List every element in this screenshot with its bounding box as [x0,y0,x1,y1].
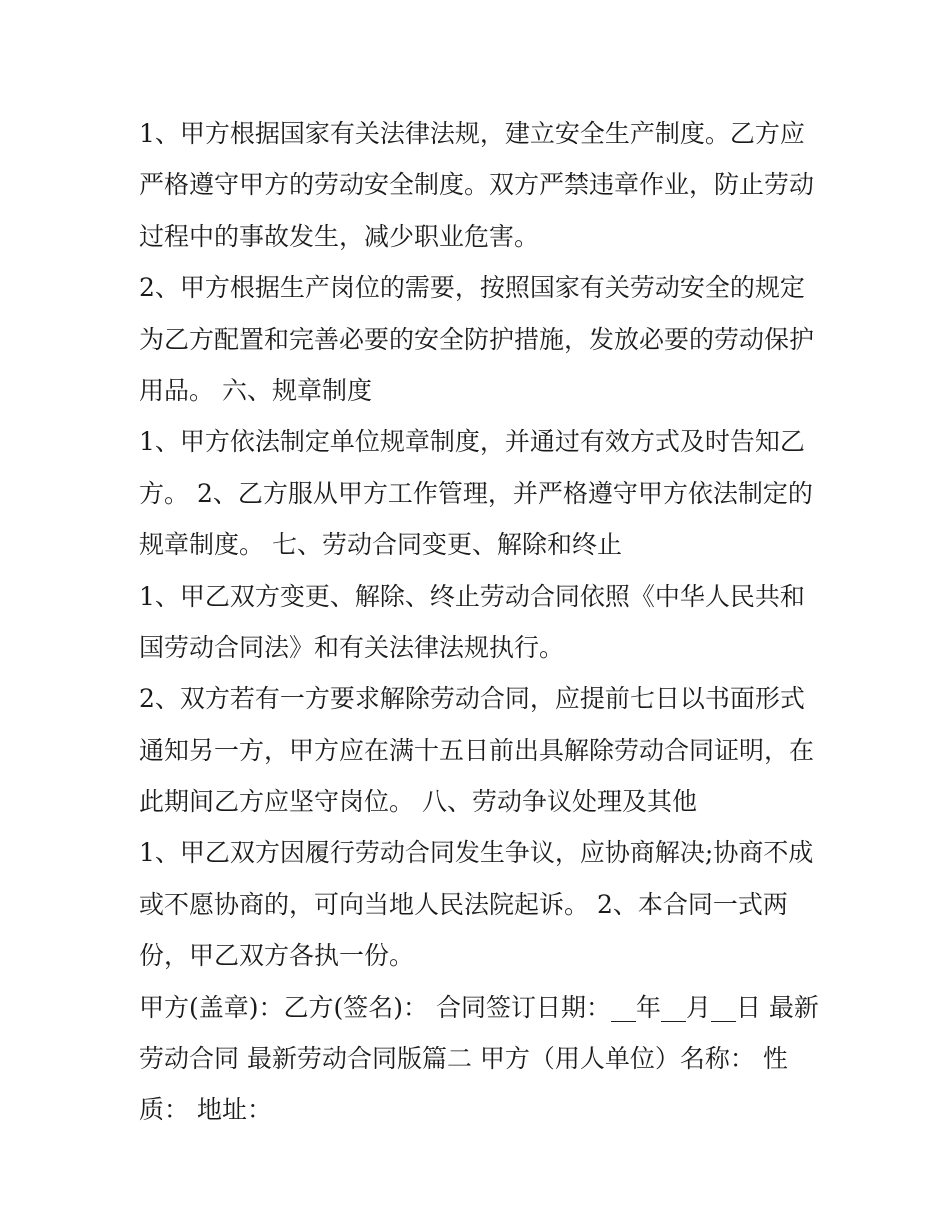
text-line: 1、甲乙双方因履行劳动合同发生争议，应协商解决;协商不成 [139,838,814,868]
text-line: 过程中的事故发生，减少职业危害。 [139,221,540,251]
text-line: 为乙方配置和完善必要的安全防护措施，发放必要的劳动保护 [139,324,815,354]
text-line: 方。 2、乙方服从甲方工作管理，并严格遵守甲方依法制定的 [139,478,813,508]
text-line: 2、甲方根据生产岗位的需要，按照国家有关劳动安全的规定 [139,273,805,303]
text-line: 此期间乙方应坚守岗位。 八、劳动争议处理及其他 [139,787,697,817]
text-line: 用品。 六、规章制度 [139,375,372,405]
text-line: 国劳动合同法》和有关法律法规执行。 [139,632,565,662]
text-line: 1、甲乙双方变更、解除、终止劳动合同依照《中华人民共和 [139,581,805,611]
text-line: 份，甲乙双方各执一份。 [139,941,415,971]
text-line: 或不愿协商的，可向当地人民法院起诉。 2、本合同一式两 [139,889,788,919]
text-line: 严格遵守甲方的劳动安全制度。双方严禁违章作业，防止劳动 [139,170,815,200]
text-line: 通知另一方，甲方应在满十五日前出具解除劳动合同证明，在 [139,735,815,765]
text-line: 质： 地址： [139,1095,272,1125]
text-line: 2、双方若有一方要求解除劳动合同，应提前七日以书面形式 [139,684,805,714]
contract-text [139,108,829,1136]
text-line: 甲方(盖章)：乙方(签名)： 合同签订日期：__年__月__日 最新 [139,992,819,1022]
text-line: 1、甲方根据国家有关法律法规，建立安全生产制度。乙方应 [139,119,805,148]
text-line: 1、甲方依法制定单位规章制度，并通过有效方式及时告知乙 [139,427,805,457]
text-line: 规章制度。 七、劳动合同变更、解除和终止 [139,530,622,560]
text-line: 劳动合同 最新劳动合同版篇二 甲方（用人单位）名称： 性 [139,1044,788,1074]
